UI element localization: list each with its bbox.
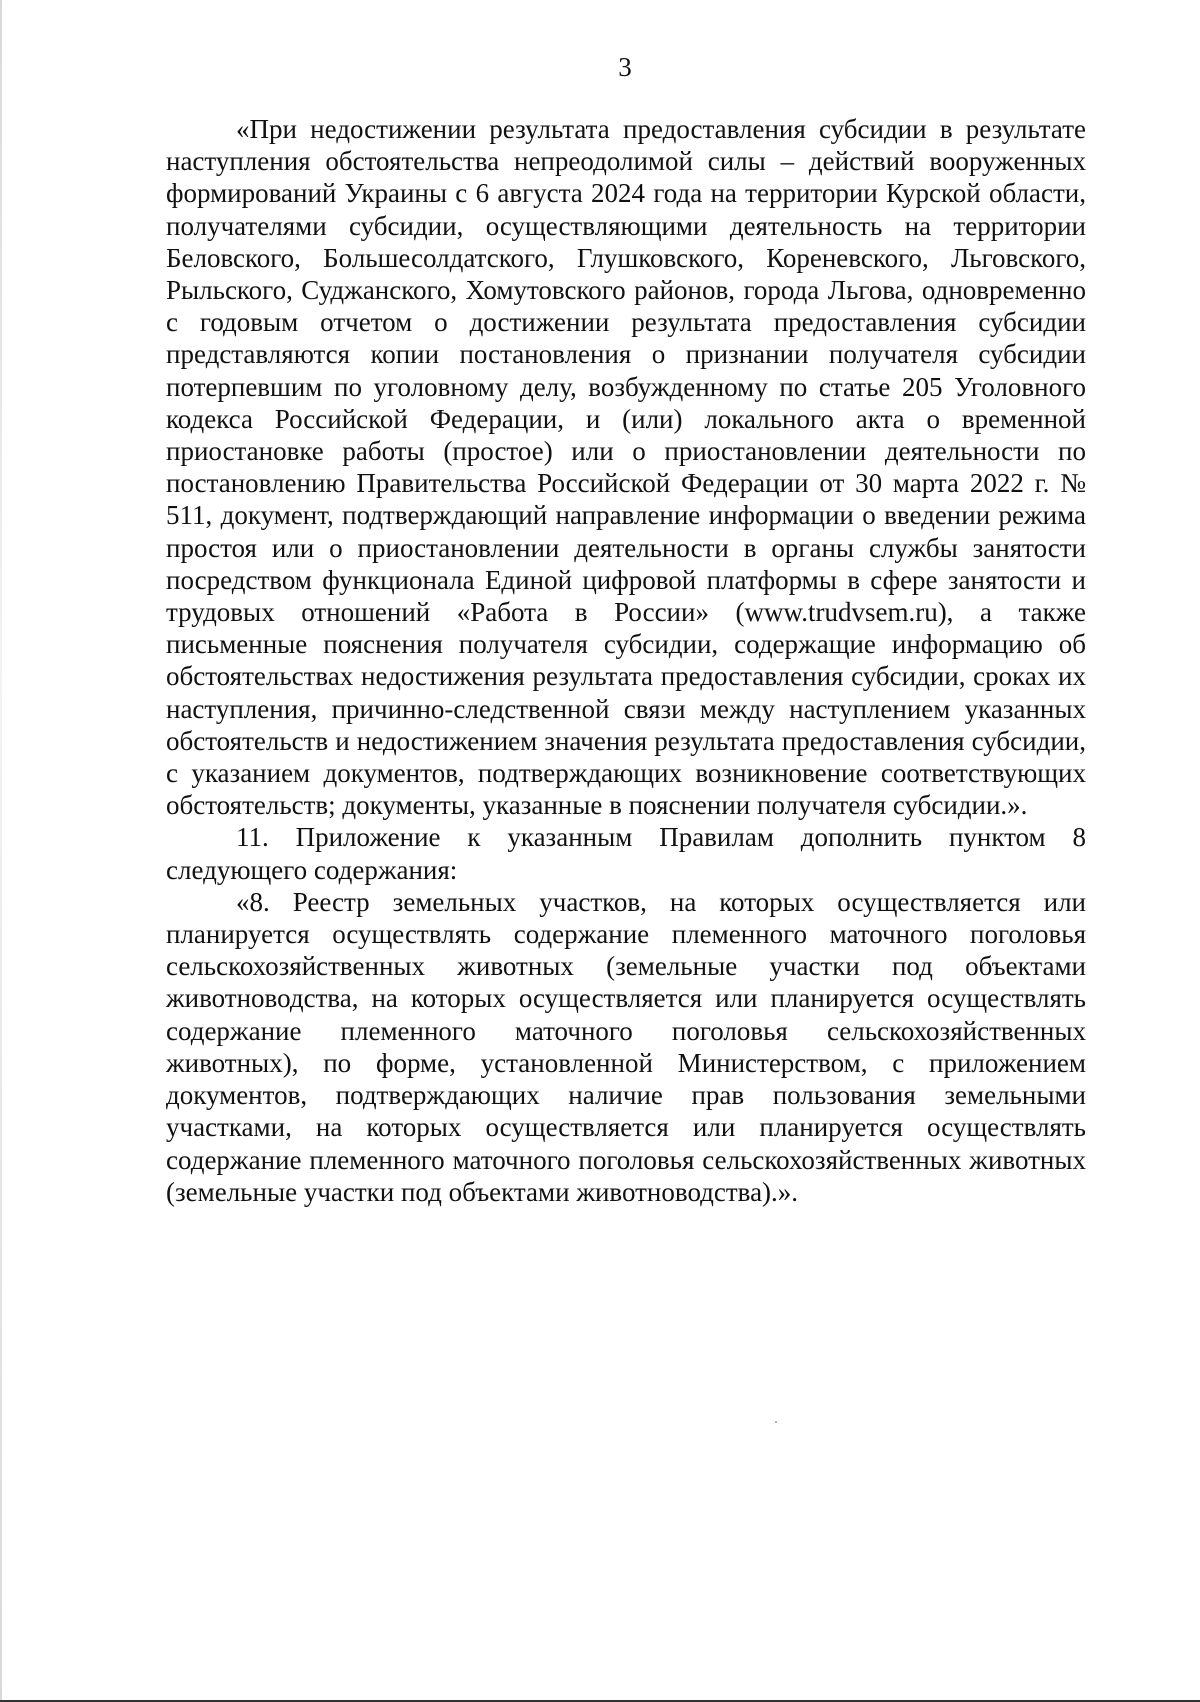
scan-edge-left — [0, 0, 2, 1702]
scan-speck — [775, 1421, 777, 1423]
page-number: 3 — [618, 52, 632, 82]
paragraph-item-11: 11. Приложение к указанным Правилам дополнить пунктом 8 следующего содержания: — [166, 822, 1086, 885]
document-body — [166, 113, 1086, 1208]
paragraph-item-8-registry: «8. Реестр земельных участков, на которых осуществляется или планируется осуществлять содержание племенного маточного поголовья сельскохозяйственных животных (земельные участки под объектами животноводства, на которых осуществляется или планируется осуществлять содержание племенного маточного поголовья сельскохозяйственных животных), по форме, установленной Министерством, с приложением документов, подтверждающих наличие прав пользования земельными участками, на которых осуществляется или планируется осуществлять содержание племенного маточного поголовья сельскохозяйственных животных (земельные участки под объектами животноводства).». — [166, 886, 1086, 1207]
paragraph-force-majeure: «При недостижении результата предоставления субсидии в результате наступления обстоятельства непреодолимой силы – действий вооруженных формирований Украины с 6 августа 2024 года на территории Курской области, получателями субсидии, осуществляющими деятельность на территории Беловского, Большесолдатского, Глушковского, Кореневского, Льговского, Рыльского, Суджанского, Хомутовского районов, города Льгова, одновременно с годовым отчетом о достижении результата предоставления субсидии представляются копии постановления о признании получателя субсидии потерпевшим по уголовному делу, возбужденному по статье 205 Уголовного кодекса Российской Федерации, и (или) локального акта о временной приостановке работы (простое) или о приостановлении деятельности по постановлению Правительства Российской Федерации от 30 марта 2022 г. № 511, документ, подтверждающий направление информации о введении режима простоя или о приостановлении деятельности в органы службы занятости посредством функционала Единой цифровой платформы в сфере занятости и трудовых отношений «Работа в России» (www.trudvsem.ru), а также письменные пояснения получателя субсидии, содержащие информацию об обстоятельствах недостижения результата предоставления субсидии, сроках их наступления, причинно-следственной связи между наступлением указанных обстоятельств и недостижением значения результата предоставления субсидии, с указанием документов, подтверждающих возникновение соответствующих обстоятельств; документы, указанные в пояснении получателя субсидии.». — [166, 114, 1086, 821]
